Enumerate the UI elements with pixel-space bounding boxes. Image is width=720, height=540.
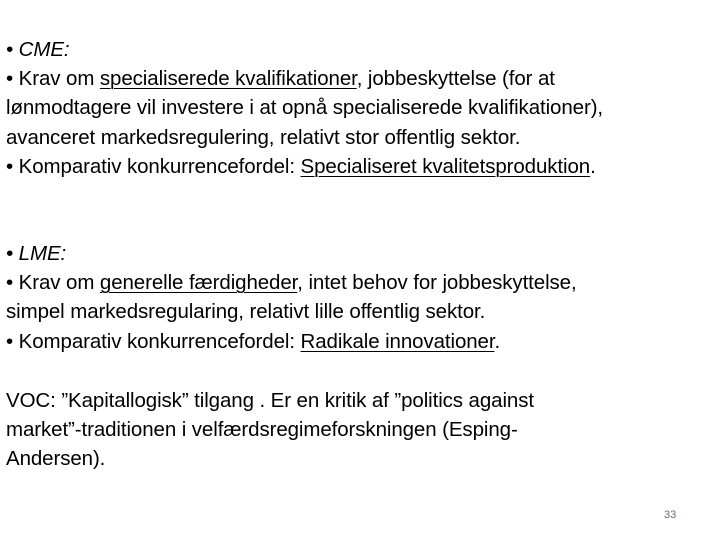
lme-line-3 (6, 327, 718, 356)
lme-line-3-prefix: • Komparativ konkurrencefordel: (6, 329, 301, 353)
voc-line-2: market”-traditionen i velfærdsregimeforskningen (Esping- (6, 418, 518, 442)
lme-line-3-suffix: . (494, 329, 501, 353)
section-spacer (6, 181, 718, 239)
cme-line-1-underlined: specialiserede kvalifikationer (99, 67, 357, 91)
lme-heading: • LME: (6, 242, 67, 266)
cme-line-4-suffix: . (590, 154, 596, 178)
lme-line-3-underlined: Radikale innovationer (300, 329, 495, 353)
cme-line-3: avanceret markedsregulering, relativt stor offentlig sektor. (6, 125, 521, 149)
lme-line-1-prefix: • Krav om (6, 271, 100, 295)
lme-line-1-underlined: generelle færdigheder (99, 271, 298, 295)
section-spacer (6, 356, 718, 386)
cme-line-4-underlined: Specialiseret kvalitetsproduktion (300, 154, 591, 178)
cme-line-4-prefix: • Komparativ konkurrencefordel: (6, 154, 301, 178)
voc-line-3: Andersen). (6, 447, 106, 471)
lme-line-2: simpel markedsregularing, relativt lille offentlig sektor. (6, 300, 486, 324)
cme-line-1-prefix: • Krav om (6, 67, 100, 91)
voc-line-1: VOC: ”Kapitallogisk” tilgang . Er en kritik af ”politics against (6, 388, 534, 412)
cme-heading: • CME: (6, 38, 70, 61)
lme-line-1 (6, 268, 718, 297)
cme-line-1-suffix: , jobbeskyttelse (for at (356, 67, 555, 91)
page-number: 33 (664, 509, 677, 521)
cme-line-2: lønmodtagere vil investere i at opnå specialiserede kvalifikationer), (6, 96, 604, 120)
lme-line-1-suffix: , intet behov for jobbeskyttelse, (297, 271, 577, 295)
slide-body (6, 35, 718, 473)
cme-line-4 (6, 152, 718, 181)
cme-line-1 (6, 64, 718, 93)
